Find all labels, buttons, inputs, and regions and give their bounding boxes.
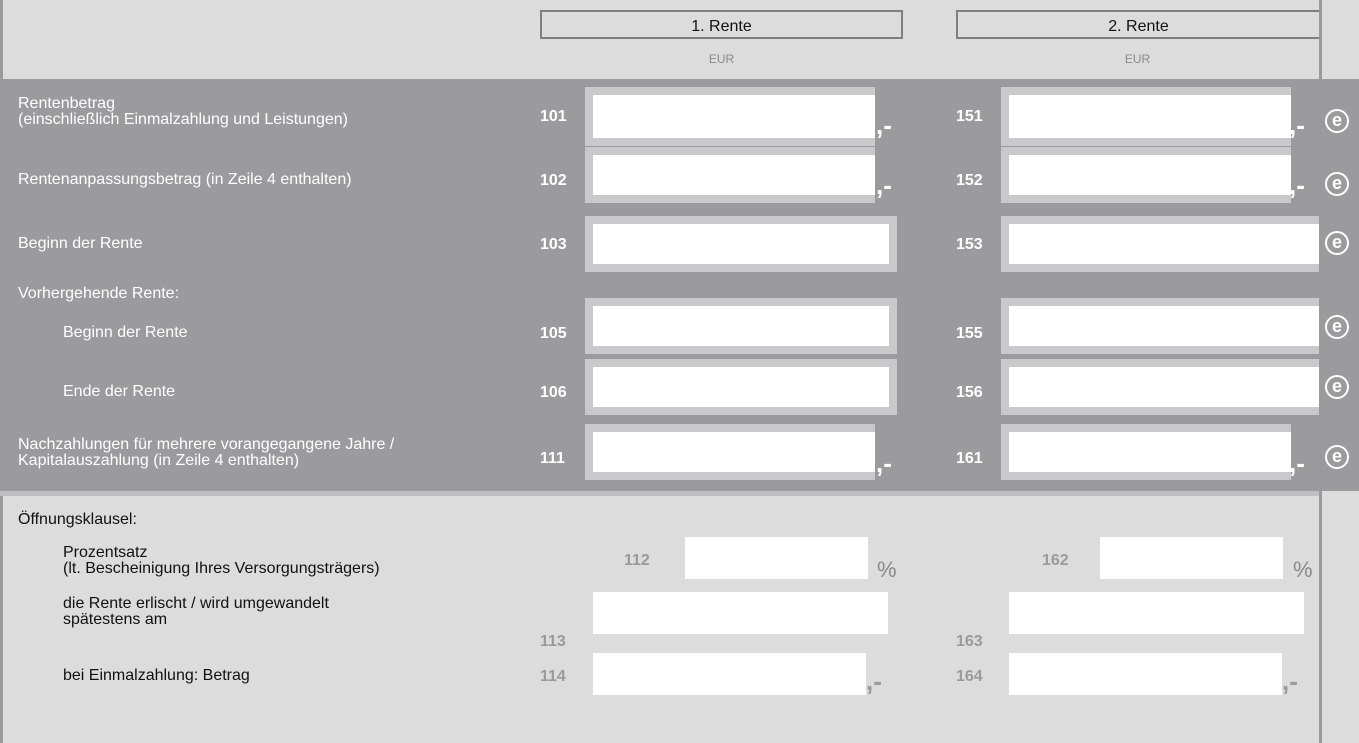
row-106-label: Ende der Rente (63, 383, 176, 400)
date-field-163[interactable] (1009, 592, 1304, 634)
code-163: 163 (956, 633, 983, 650)
e-icon: e (1325, 231, 1349, 255)
row-105-label: Beginn der Rente (63, 324, 188, 341)
code-153: 153 (956, 236, 983, 253)
code-105: 105 (540, 325, 567, 342)
percent-field-162[interactable] (1100, 537, 1283, 579)
row-103-label: Beginn der Rente (18, 235, 143, 252)
dash-102: ,- (876, 170, 892, 200)
code-114: 114 (540, 668, 566, 685)
row-102-label: Rentenanpassungsbetrag (in Zeile 4 enthalten) (18, 171, 352, 188)
code-162: 162 (1042, 552, 1069, 569)
code-151: 151 (956, 108, 983, 125)
row-113-label-line2: spätestens am (63, 611, 168, 628)
date-field-105[interactable] (585, 298, 897, 354)
row-101-label-line2: (einschließlich Einmalzahlung und Leistungen) (18, 111, 348, 128)
previous-pension-heading: Vorhergehende Rente: (18, 285, 180, 302)
e-icon: e (1325, 109, 1349, 133)
row-112-label-line2: (lt. Bescheinigung Ihres Versorgungsträgers) (63, 560, 380, 577)
date-field-155[interactable] (1001, 298, 1319, 354)
code-101: 101 (540, 108, 567, 125)
amount-field-152[interactable] (1001, 147, 1291, 203)
code-113: 113 (540, 633, 566, 650)
code-106: 106 (540, 384, 567, 401)
unit-label-1: EUR (708, 52, 735, 66)
unit-label-2: EUR (1124, 52, 1151, 66)
e-icon: e (1325, 315, 1349, 339)
dash-151: ,- (1289, 110, 1305, 140)
code-164: 164 (956, 668, 983, 685)
dash-114: ,- (866, 666, 882, 696)
amount-field-111[interactable] (585, 424, 875, 480)
opening-clause-heading: Öffnungsklausel: (18, 511, 137, 528)
amount-field-101[interactable] (585, 87, 875, 146)
row-112-label-line1: Prozentsatz (63, 544, 148, 561)
row-111-label-line2: Kapitalauszahlung (in Zeile 4 enthalten) (18, 452, 300, 469)
right-extension (1319, 79, 1359, 491)
amount-field-114[interactable] (593, 653, 866, 695)
percent-sign-112: % (877, 557, 897, 582)
code-156: 156 (956, 384, 983, 401)
dash-164: ,- (1282, 666, 1298, 696)
code-111: 111 (540, 450, 565, 467)
percent-sign-162: % (1293, 557, 1313, 582)
code-152: 152 (956, 172, 983, 189)
dash-101: ,- (876, 110, 892, 140)
row-101-label-line1: Rentenbetrag (18, 95, 115, 112)
date-field-153[interactable] (1001, 216, 1319, 272)
main-section (0, 79, 1359, 491)
code-102: 102 (540, 172, 567, 189)
percent-field-112[interactable] (685, 537, 868, 579)
dash-152: ,- (1289, 170, 1305, 200)
column-header-1: 1. Rente (540, 10, 903, 39)
section-separator (0, 491, 1322, 496)
e-icon: e (1325, 172, 1349, 196)
date-field-113[interactable] (593, 592, 888, 634)
date-field-106[interactable] (585, 359, 897, 415)
dash-161: ,- (1289, 448, 1305, 478)
e-icon: e (1325, 375, 1349, 399)
e-icon: e (1325, 445, 1349, 469)
date-field-103[interactable] (585, 216, 897, 272)
row-113-label-line1: die Rente erlischt / wird umgewandelt (63, 595, 329, 612)
amount-field-151[interactable] (1001, 87, 1291, 146)
amount-field-164[interactable] (1009, 653, 1282, 695)
amount-field-102[interactable] (585, 147, 875, 203)
row-114-label: bei Einmalzahlung: Betrag (63, 667, 250, 684)
amount-field-161[interactable] (1001, 424, 1291, 480)
right-border (1319, 0, 1322, 743)
code-103: 103 (540, 236, 567, 253)
column-header-2: 2. Rente (956, 10, 1319, 39)
code-112: 112 (624, 552, 650, 569)
dash-111: ,- (876, 448, 892, 478)
code-155: 155 (956, 325, 983, 342)
code-161: 161 (956, 450, 983, 467)
date-field-156[interactable] (1001, 359, 1319, 415)
row-111-label-line1: Nachzahlungen für mehrere vorangegangene Jahre / (18, 436, 395, 453)
